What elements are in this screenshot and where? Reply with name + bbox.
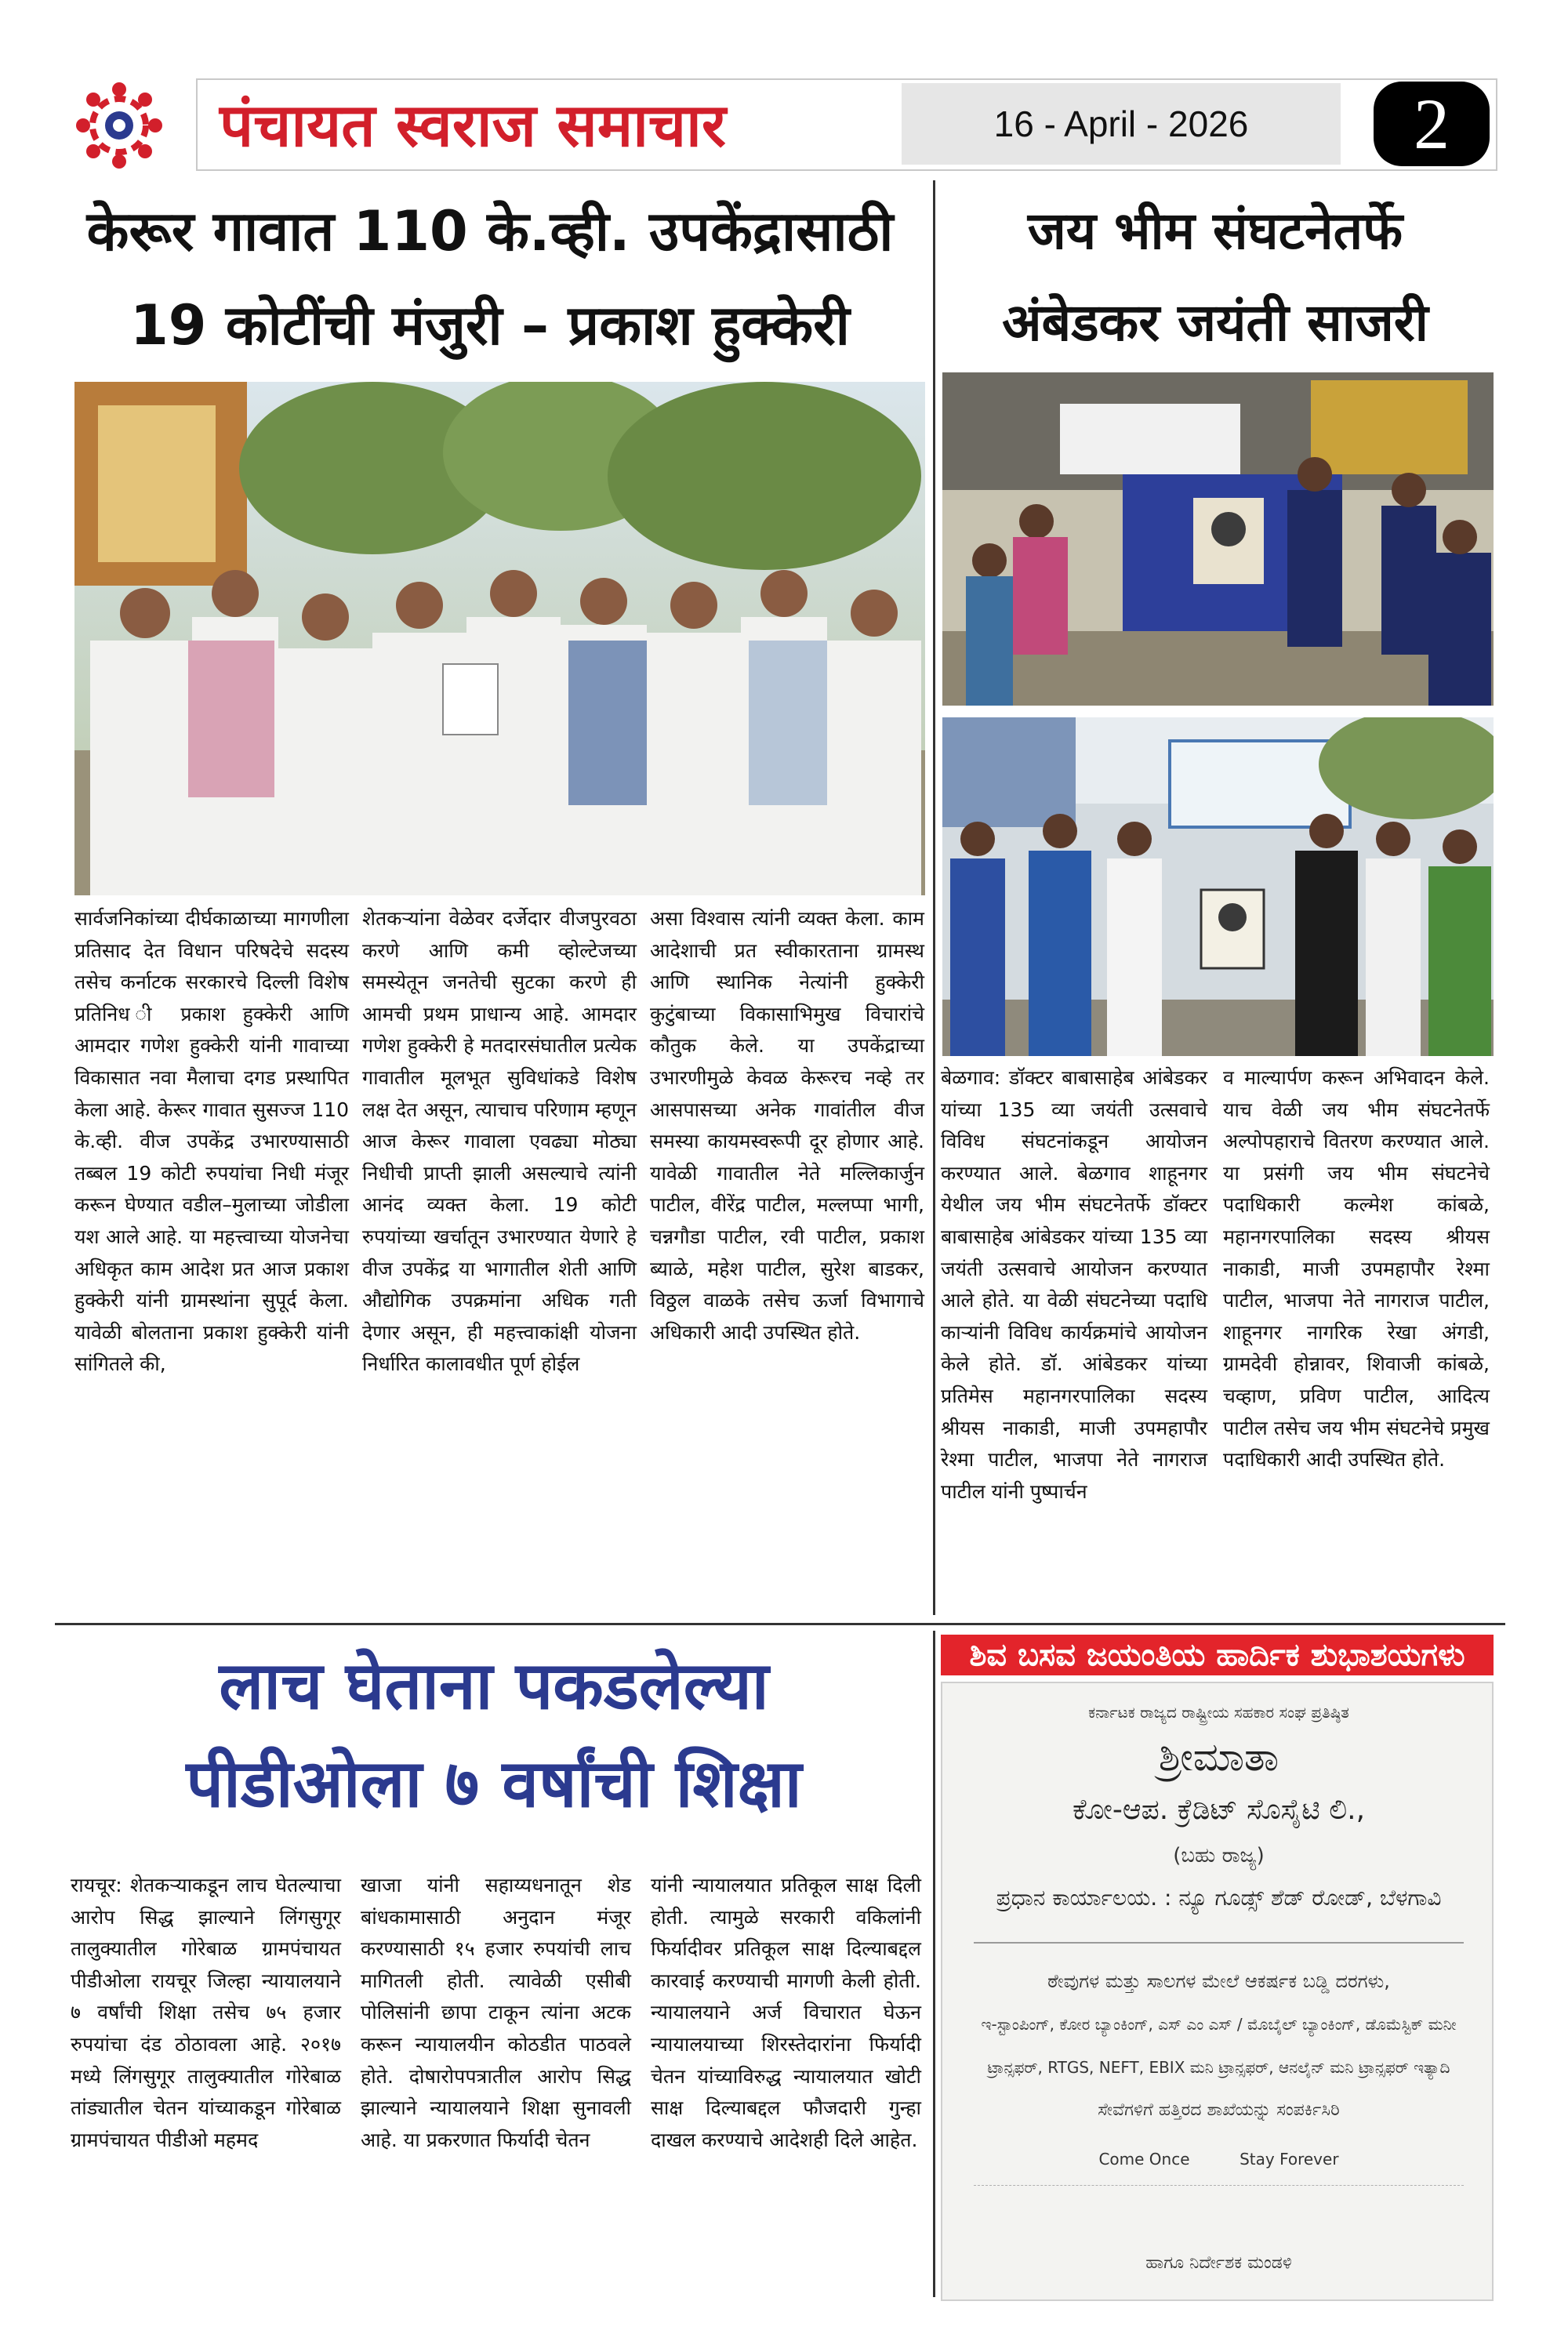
story1-photo	[74, 382, 925, 895]
story2-column-2	[1223, 1062, 1490, 1611]
advert-line-society-name: ಶ್ರೀಮಾತಾ	[1158, 1734, 1279, 1780]
story2-column-1	[941, 1062, 1207, 1611]
advert-line-services-1: ಇ-ಸ್ಟಾಂಪಿಂಗ್, ಕೋರ ಬ್ಯಾಂಕಿಂಗ್, ಎಸ್ ಎಂ ಎಸ್ / ಮೊಬೈಲ್ ಬ್ಯಾಂಕಿಂಗ್, ಡೊಮೆಸ್ಟಿಕ್ ಮನೀ	[981, 2015, 1457, 2034]
story2-photo-2	[942, 717, 1494, 1056]
story2-text-col2: व माल्यार्पण करून अभिवादन केले. याच वेळी जय भीम संघटनेतर्फे अल्पोपहाराचे वितरण करण्यात आले. या प्रसंगी जय भीम संघटनेचे पदाधिकारी कल्मेश कांबळे, महानगरपालिका सदस्य श्रीयस नाकाडी, माजी उपमहापौर रेश्मा पाटील, भाजपा नेते नागराज पाटील, शाहूनगर नागरिक रेखा अंगडी, ग्रामदेवी होन्नावर, शिवाजी कांबळे, चव्हाण, प्रविण पाटील, आदित्य पाटील तसेच जय भीम संघटनेचे प्रमुख पदाधिकारी आदी उपस्थित होते.	[1223, 1066, 1490, 1472]
advert-line-society-type: ಕೋ-ಆಪ. ಕ್ರೆಡಿಟ್ ಸೊಸೈಟಿ ಲಿ.,	[1072, 1794, 1366, 1826]
story2-text-col1: बेळगाव: डॉक्टर बाबासाहेब आंबेडकर यांच्या 135 व्या जयंती उत्सवाचे विविध संघटनांकडून आयोजन करण्यात आले. बेळगाव शाहूनगर येथील जय भीम संघटनेतर्फे डॉक्टर बाबासाहेब आंबेडकर यांच्या 135 व्या जयंती उत्सवाचे आयोजन करण्यात आले होते. या वेळी संघटनेच्या पदाधि काऱ्यांनी विविध कार्यक्रमांचे आयोजन केले होते. डॉ. आंबेडकर यांच्या प्रतिमेस महानगरपालिका सदस्य श्रीयस नाकाडी, माजी उपमहापौर रेश्मा पाटील, भाजपा नेते नागराज पाटील यांनी पुष्पार्चन	[941, 1066, 1207, 1503]
advert-line-multistate: (ಬಹು ರಾಜ್ಯ)	[1173, 1844, 1265, 1867]
story1-text-col1: सार्वजनिकांच्या दीर्घकाळाच्या मागणीला प्रतिसाद देत विधान परिषदेचे सदस्य तसेच कर्नाटक सरकारचे दिल्ली विशेष प्रतिनिध ी प्रकाश हुक्केरी आणि आमदार गणेश हुक्केरी यांनी गावाच्या विकासात नवा मैलाचा दगड प्रस्थापित केला आहे. केरूर गावात सुसज्ज 110 के.व्ही. वीज उपकेंद्र उभारण्यासाठी तब्बल 19 कोटी रुपयांचा निधी मंजूर करून घेण्यात वडील–मुलाच्या जोडीला यश आले आहे. या महत्त्वाच्या योजनेचा अधिकृत काम आदेश प्रत आज प्रकाश हुक्केरी यांनी ग्रामस्थांना सुपूर्द केला. यावेळी बोलताना प्रकाश हुक्केरी यांनी सांगितले की,	[74, 907, 349, 1376]
advert-card	[941, 1682, 1494, 2301]
issue-date: 16 - April - 2026	[902, 83, 1341, 165]
advert-line-head-office: ಪ್ರಧಾನ ಕಾರ್ಯಾಲಯ. : ನ್ಯೂ ಗೂಡ್ಸ್ ಶೆಡ್ ರೋಡ್, ಬೆಳಗಾವಿ	[996, 1885, 1442, 1911]
story3-text-col3: यांनी न्यायालयात प्रतिकूल साक्ष दिली होती. त्यामुळे सरकारी वकिलांनी फिर्यादीवर प्रतिकूल साक्ष दिल्याबद्दल कारवाई करण्याची मागणी केली होती. न्यायालयाने अर्ज विचारात घेऊन न्यायालयाच्या शिरस्तेदारांना फिर्यादी चेतन यांच्याविरुद्ध न्यायालयात खोटी साक्ष दिल्याबद्दल फौजदारी गुन्हा दाखल करण्याचे आदेशही दिले आहेत.	[651, 1874, 921, 2151]
panchayat-logo-icon	[72, 78, 166, 172]
advert-line-rates: ಠೇವುಗಳ ಮತ್ತು ಸಾಲಗಳ ಮೇಲೆ ಆಕರ್ಷಕ ಬಡ್ಡಿ ದರಗಳು,	[1047, 1970, 1390, 1992]
advert-line-services-3: ಸೇವೆಗಳಿಗೆ ಹತ್ತಿರದ ಶಾಖೆಯನ್ನು ಸಂಪರ್ಕಿಸಿರಿ	[1098, 2100, 1340, 2120]
story3-column-3	[651, 1870, 921, 2278]
story3-text-col1: रायचूर: शेतकऱ्याकडून लाच घेतल्याचा आरोप सिद्ध झाल्याने लिंगसुगूर तालुक्यातील गोरेबाळ ग्रामपंचायत पीडीओला रायचूर जिल्हा न्यायालयाने ७ वर्षांची शिक्षा तसेच ७५ हजार रुपयांचा दंड ठोठावला आहे. २०१७ मध्ये लिंगसुगूर तालुक्यातील गोरेबाळ तांड्यातील चेतन यांच्याकडून गोरेबाळ ग्रामपंचायत पीडीओ महमद	[71, 1874, 341, 2151]
story2-headline-line2: अंबेडकर जयंती साजरी	[1002, 292, 1428, 353]
story3-headline-line1: लाच घेताना पकडलेल्या	[219, 1647, 769, 1724]
story1-headline-line2: 19 कोटींची मंजुरी – प्रकाश हुक्केरी	[130, 293, 850, 358]
story1-column-3	[650, 903, 924, 1609]
advert-line-board: ಹಾಗೂ ನಿರ್ದೇಶಕ ಮಂಡಳಿ	[1145, 2253, 1292, 2273]
advert-rule	[974, 1942, 1464, 1944]
advert-signatures-row	[974, 2185, 1464, 2232]
advert-line-slogan: Come Once Stay Forever	[1098, 2150, 1339, 2169]
story1-column-2	[362, 903, 637, 1609]
section-divider	[55, 1623, 1505, 1625]
story3-column-2	[361, 1870, 631, 2278]
story2-headline-line1: जय भीम संघटनेतर्फे	[1027, 201, 1403, 261]
advert-line-services-2: ಟ್ರಾನ್ಸಫರ್, RTGS, NEFT, EBIX ಮನಿ ಟ್ರಾನ್ಸಫರ್, ಆನಲೈನ್ ಮನಿ ಟ್ರಾನ್ಸಫರ್ ಇತ್ಯಾದಿ	[987, 2058, 1450, 2077]
story3-column-1	[71, 1870, 341, 2278]
story1-text-col2: शेतकऱ्यांना वेळेवर दर्जेदार वीजपुरवठा करणे आणि कमी व्होल्टेजच्या समस्येतून जनतेची सुटका करणे ही आमची प्रथम प्राधान्य आहे. आमदार गणेश हुक्केरी हे मतदारसंघातील प्रत्येक गावातील मूलभूत सुविधांकडे विशेष लक्ष देत असून, त्याचाच परिणाम म्हणून आज केरूर गावाला एवढ्या मोठ्या निधीची प्राप्ती झाली असल्याचे त्यांनी आनंद व्यक्त केला. 19 कोटी रुपयांच्या खर्चातून उभारण्यात येणारे हे वीज उपकेंद्र या भागातील शेती आणि औद्योगिक उपक्रमांना अधिक गती देणार असून, ही महत्त्वाकांक्षी योजना निर्धारित कालावधीत पूर्ण होईल	[362, 907, 637, 1376]
column-divider-top	[933, 180, 935, 1615]
advert-line-tagline: ಕರ್ನಾಟಕ ರಾಜ್ಯದ ರಾಷ್ಟ್ರೀಯ ಸಹಕಾರ ಸಂಘ ಪ್ರತಿಷ್ಠಿತ	[1088, 1703, 1349, 1722]
story3-headline-line2: पीडीओला ७ वर्षांची शिक्षा	[186, 1745, 802, 1822]
story1-headline-line1: केरूर गावात 110 के.व्ही. उपकेंद्रासाठी	[86, 199, 894, 263]
advert-greeting-strip: ಶಿವ ಬಸವ ಜಯಂತಿಯ ಹಾರ್ದಿಕ ಶುಭಾಶಯಗಳು	[941, 1635, 1494, 1675]
story3-text-col2: खाजा यांनी सहाय्यधनातून शेड बांधकामासाठी अनुदान मंजूर करण्यासाठी १५ हजार रुपयांची लाच मागितली होती. त्यावेळी एसीबी पोलिसांनी छापा टाकून त्यांना अटक करून न्यायालयीन कोठडीत पाठवले होते. दोषारोपपत्रातील आरोप सिद्ध झाल्याने न्यायालयाने शिक्षा सुनावली आहे. या प्रकरणात फिर्यादी चेतन	[361, 1874, 631, 2151]
story1-column-1	[74, 903, 349, 1609]
column-divider-bottom	[933, 1631, 935, 2297]
story2-photo-1	[942, 372, 1494, 706]
page-number-badge: 2	[1374, 82, 1490, 166]
story1-text-col3: असा विश्वास त्यांनी व्यक्त केला. काम आदेशाची प्रत स्वीकारताना ग्रामस्थ आणि स्थानिक नेत्यांनी हुक्केरी कुटुंबाच्या विकासाभिमुख विचारांचे कौतुक केले. या उपकेंद्राच्या उभारणीमुळे केवळ केरूरच नव्हे तर आसपासच्या अनेक गावांतील वीज समस्या कायमस्वरूपी दूर होणार आहे. यावेळी गावातील नेते मल्लिकार्जुन पाटील, वीरेंद्र पाटील, मल्लप्पा भागी, चन्नगौडा पाटील, रवी पाटील, प्रकाश ब्याळे, महेश पाटील, सुरेश बाडकर, विठ्ठल वाळके तसेच ऊर्जा विभागाचे अधिकारी आदी उपस्थित होते.	[650, 907, 924, 1344]
newspaper-title: पंचायत स्वराज समाचार	[220, 90, 726, 160]
